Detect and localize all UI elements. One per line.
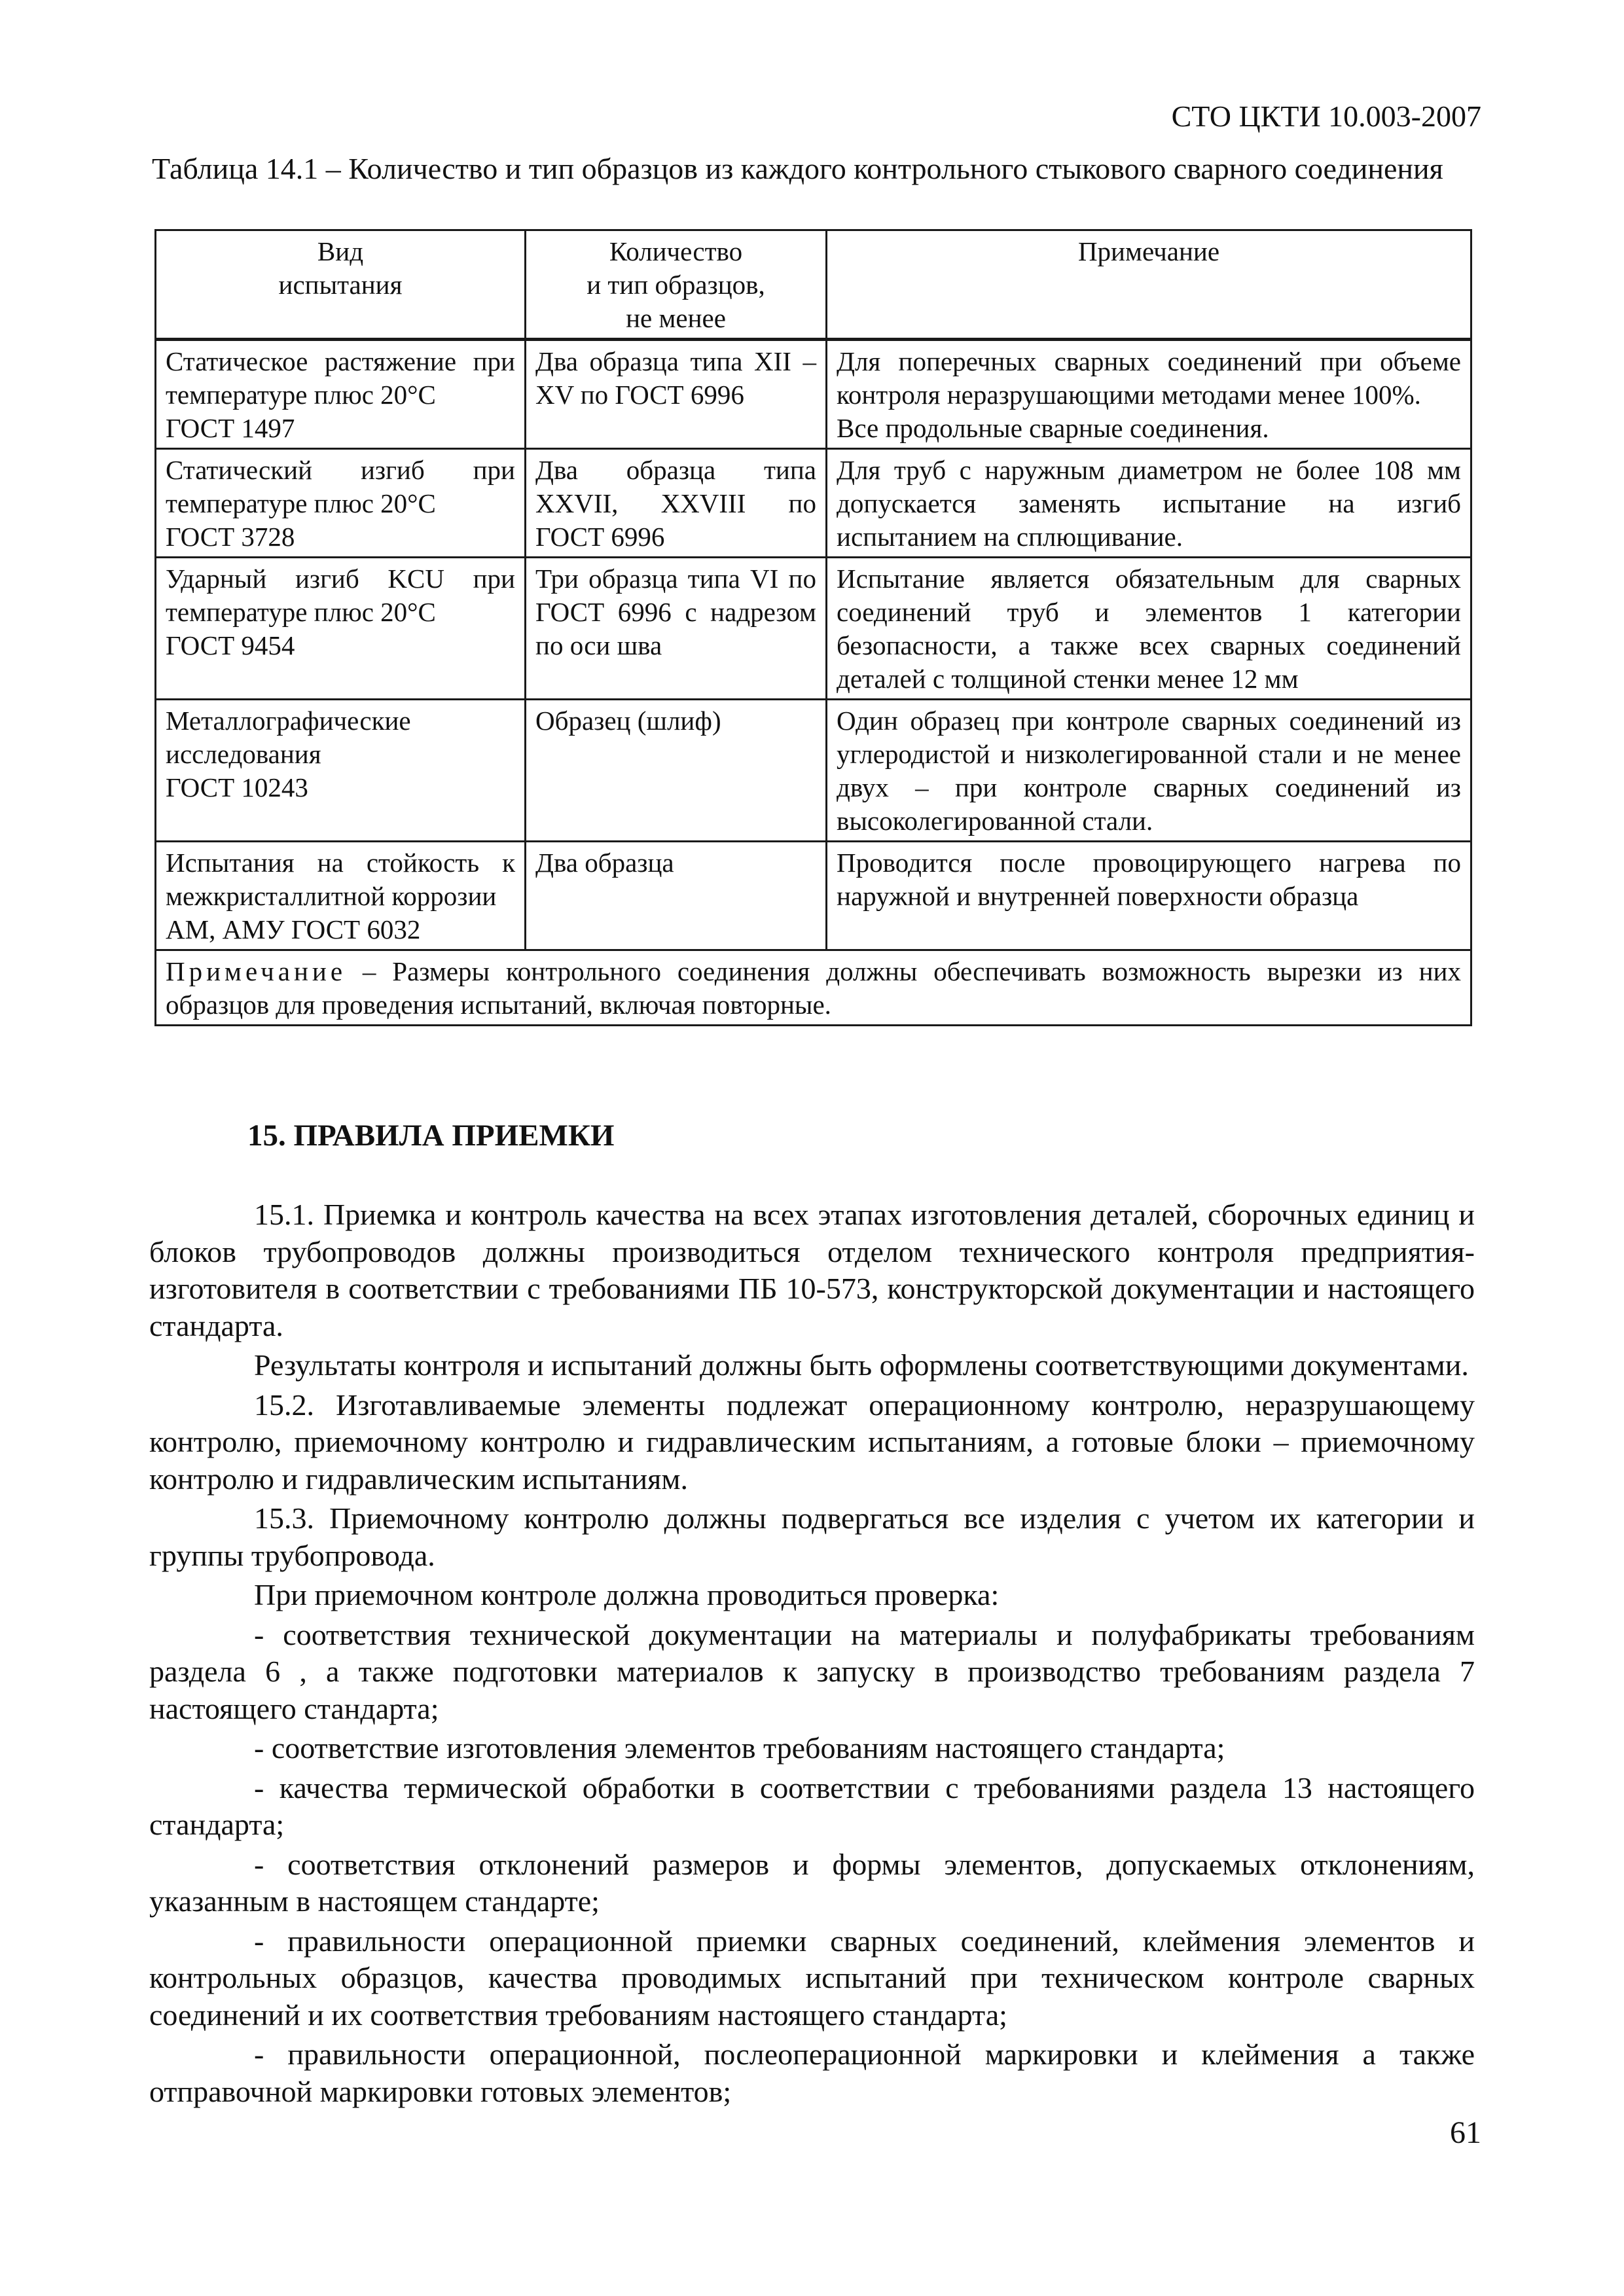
cell-standard: АМ, АМУ ГОСТ 6032 <box>166 914 421 944</box>
cell-test-type <box>156 449 526 558</box>
table-row <box>156 558 1471 700</box>
cell-note <box>827 449 1471 558</box>
header-note <box>827 230 1471 340</box>
footnote-label: Примечание <box>166 956 347 986</box>
cell-note <box>827 700 1471 842</box>
header-text: Количество <box>609 236 743 266</box>
cell-text: Все продольные сварные соединения. <box>837 413 1269 443</box>
footnote-text: – Размеры контрольного соединения должны обеспечивать возможность вырезки из них образцов для проведения испытаний, включая повторные. <box>166 956 1461 1020</box>
cell-text: Испытание является обязательным для сварных соединений труб и элементов 1 категории безопасности, а также всех сварных соединений деталей с толщиной стенки менее 12 мм <box>837 564 1461 694</box>
header-sample-count <box>526 230 827 340</box>
cell-text: Два образца <box>535 848 674 878</box>
list-item: - соответствия технической документации на материалы и полуфабрикаты требованиям раздела 6 , а также подготовки материалов к запуску в производство требованиям раздела 7 настоящего стандарта; <box>149 1617 1475 1725</box>
cell-text: Для труб с наружным диаметром не более 108 мм допускается заменять испытание на изгиб испытанием на сплющивание. <box>837 455 1461 552</box>
cell-text: Испытания на стойкость к межкристаллитной коррозии <box>166 848 515 911</box>
cell-samples <box>526 842 827 950</box>
cell-test-type <box>156 700 526 842</box>
cell-note <box>827 558 1471 700</box>
cell-test-type <box>156 340 526 449</box>
list-item: - правильности операционной, послеоперационной маркировки и клеймения а также отправочной маркировки готовых элементов; <box>149 2037 1475 2108</box>
table-row <box>156 340 1471 449</box>
specimen-table <box>154 229 1472 1026</box>
cell-text: Два образца типа XII – XV по ГОСТ 6996 <box>535 346 816 410</box>
table-footnote-row <box>156 950 1471 1026</box>
cell-text: Статический изгиб при температуре плюс 20°С <box>166 455 515 518</box>
table-header-row <box>156 230 1471 340</box>
cell-samples <box>526 340 827 449</box>
header-test-type <box>156 230 526 340</box>
cell-note <box>827 340 1471 449</box>
header-text: Примечание <box>1077 236 1220 266</box>
header-text: и тип образцов, <box>586 270 765 300</box>
paragraph: При приемочном контроле должна проводиться проверка: <box>254 1578 1000 1611</box>
paragraph: 15.3. Приемочному контролю должны подвергаться все изделия с учетом их категории и группы трубопровода. <box>149 1501 1475 1572</box>
cell-standard: ГОСТ 9454 <box>166 630 295 660</box>
cell-standard: ГОСТ 3728 <box>166 522 295 552</box>
table-row <box>156 700 1471 842</box>
cell-text: Металлографические исследования <box>166 706 411 769</box>
cell-test-type <box>156 558 526 700</box>
cell-samples <box>526 558 827 700</box>
cell-standard: ГОСТ 1497 <box>166 413 295 443</box>
paragraph: 15.2. Изготавливаемые элементы подлежат операционному контролю, неразрушающему контролю, приемочному контролю и гидравлическим испытаниям, а готовые блоки – приемочному контролю и гидравлическим испытаниям. <box>149 1388 1475 1496</box>
footnote-line <box>166 955 1461 1022</box>
section-body <box>149 1196 1475 2113</box>
cell-text: Три образца типа VI по ГОСТ 6996 с надрезом по оси шва <box>535 564 816 660</box>
header-text: не менее <box>626 303 726 333</box>
paragraph: 15.1. Приемка и контроль качества на всех этапах изготовления деталей, сборочных единиц и блоков трубопроводов должны производиться отделом технического контроля предприятия-изготовителя в соответствии с требованиями ПБ 10-573, конструкторской документации и настоящего стандарта. <box>149 1198 1475 1342</box>
table-row <box>156 842 1471 950</box>
cell-text: Один образец при контроле сварных соединений из углеродистой и низколегированной стали и не менее двух – при контроле сварных соединений из высоколегированной стали. <box>837 706 1461 836</box>
cell-text: Статическое растяжение при температуре плюс 20°С <box>166 346 515 410</box>
header-text: Вид <box>317 236 364 266</box>
page-number: 61 <box>1450 2115 1481 2150</box>
list-item: - соответствия отклонений размеров и формы элементов, допускаемых отклонениям, указанным в настоящем стандарте; <box>149 1847 1475 1918</box>
cell-text: Для поперечных сварных соединений при объеме контроля неразрушающими методами менее 100%. <box>837 346 1461 410</box>
table-row <box>156 449 1471 558</box>
cell-text: Ударный изгиб KCU при температуре плюс 20°С <box>166 564 515 627</box>
list-item: - соответствие изготовления элементов требованиям настоящего стандарта; <box>254 1731 1225 1765</box>
paragraph: Результаты контроля и испытаний должны быть оформлены соответствующими документами. <box>254 1348 1469 1382</box>
header-text: испытания <box>278 270 403 300</box>
table-caption: Таблица 14.1 – Количество и тип образцов из каждого контрольного стыкового сварного соединения <box>152 152 1443 185</box>
section-heading: 15. ПРАВИЛА ПРИЕМКИ <box>247 1119 615 1153</box>
table-footnote <box>156 950 1471 1026</box>
list-item: - правильности операционной приемки сварных соединений, клеймения элементов и контрольных образцов, качества проводимых испытаний при техническом контроле сварных соединений и их соответствия требованиям настоящего стандарта; <box>149 1924 1475 2032</box>
cell-text: Образец (шлиф) <box>535 706 721 736</box>
document-code-header: СТО ЦКТИ 10.003-2007 <box>1171 99 1481 133</box>
cell-samples <box>526 700 827 842</box>
cell-test-type <box>156 842 526 950</box>
cell-text: Два образца типа XXVII, XXVIII по ГОСТ 6996 <box>535 455 816 552</box>
cell-standard: ГОСТ 10243 <box>166 772 308 802</box>
list-item: - качества термической обработки в соответствии с требованиями раздела 13 настоящего стандарта; <box>149 1770 1475 1841</box>
cell-note <box>827 842 1471 950</box>
cell-text: Проводится после провоцирующего нагрева по наружной и внутренней поверхности образца <box>837 848 1461 911</box>
cell-samples <box>526 449 827 558</box>
